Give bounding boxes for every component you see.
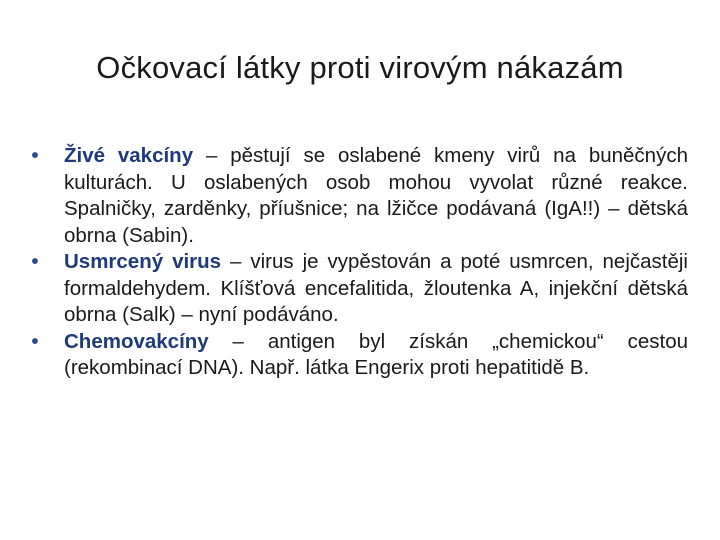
bullet-dot-icon: • — [31, 144, 39, 167]
bullet-dot-icon: • — [31, 250, 39, 273]
bullet-item-live-vaccines — [28, 143, 688, 249]
bullet-item-killed-virus — [28, 249, 688, 329]
slide-title: Očkovací látky proti virovým nákazám — [96, 50, 624, 85]
bullet-term: Usmrcený virus — [64, 250, 222, 273]
bullet-text: – virus je vypěstován a poté usmrcen, nejčastěji formaldehydem. Klíšťová encefalitida, žloutenka A, injekční dětská obrna (Salk) – nyní podáváno. — [64, 250, 688, 326]
bullet-term: Živé vakcíny — [64, 144, 194, 167]
bullet-text: – antigen byl získán „chemickou“ cestou (rekombinací DNA). Např. látka Engerix proti hepatitidě B. — [64, 329, 688, 379]
bullet-text: – pěstují se oslabené kmeny virů na buněčných kulturách. U oslabených osob mohou vyvolat různé reakce. Spalničky, zarděnky, příušnice; na lžičce podávaná (IgA!!) – dětská obrna (Sabin). — [64, 144, 688, 247]
bullet-dot-icon: • — [31, 329, 39, 353]
bullet-list — [28, 143, 688, 382]
bullet-term: Chemovakcíny — [64, 329, 209, 353]
bullet-item-chemovaccines — [28, 329, 688, 382]
